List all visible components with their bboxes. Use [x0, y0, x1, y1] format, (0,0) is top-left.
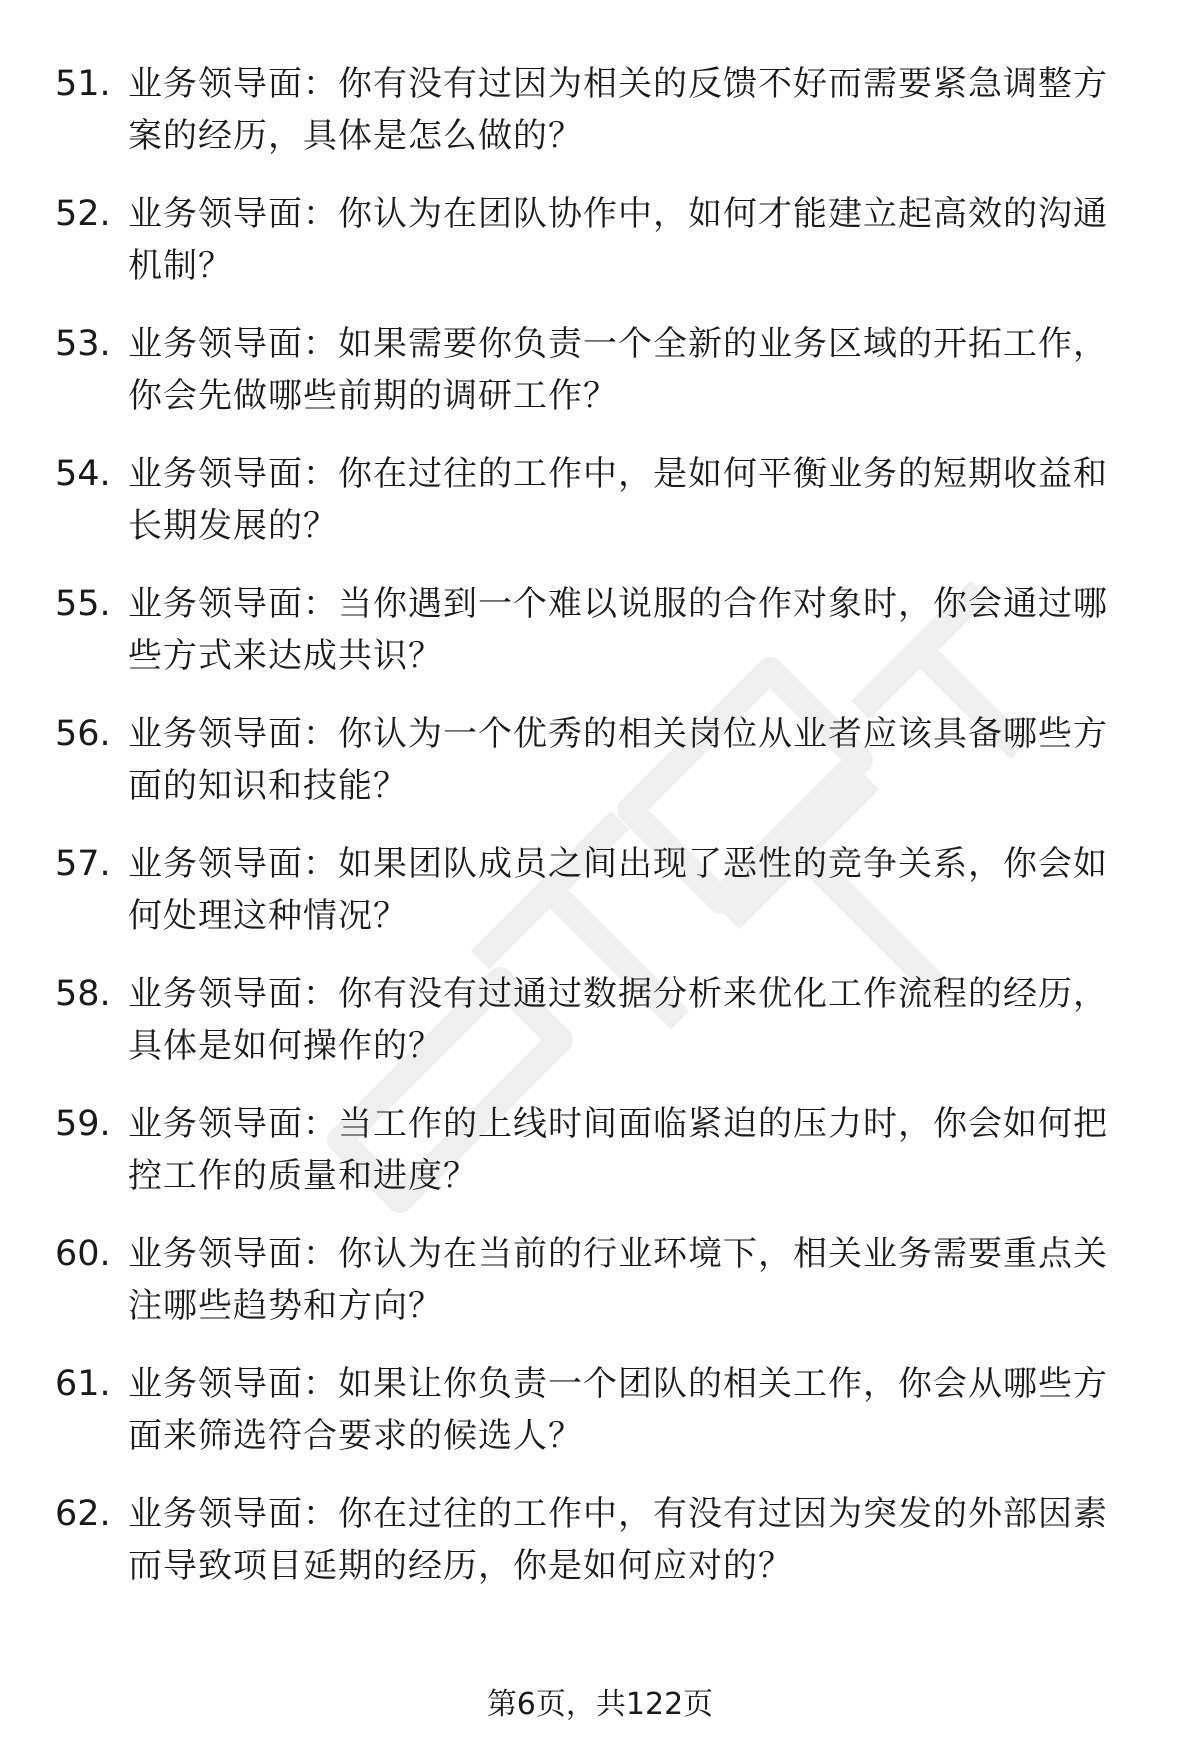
question-line: 面的知识和技能？ [128, 766, 408, 806]
question-text [128, 838, 1143, 942]
question-line: 案的经历，具体是怎么做的？ [128, 116, 583, 156]
list-item [0, 578, 1200, 708]
question-line: 业务领导面：你在过往的工作中，有没有过因为突发的外部因素 [128, 1494, 1108, 1534]
question-text [128, 968, 1143, 1072]
question-text [128, 318, 1143, 422]
list-item [0, 1488, 1200, 1618]
question-number: 59. [55, 1104, 111, 1144]
question-line: 业务领导面：你认为在当前的行业环境下，相关业务需要重点关 [128, 1234, 1108, 1274]
question-line: 些方式来达成共识？ [128, 636, 443, 676]
question-text [128, 708, 1143, 812]
question-line: 业务领导面：如果需要你负责一个全新的业务区域的开拓工作， [128, 324, 1108, 364]
question-line: 业务领导面：如果团队成员之间出现了恶性的竞争关系，你会如 [128, 844, 1108, 884]
question-text [128, 578, 1143, 682]
question-line: 业务领导面：你认为一个优秀的相关岗位从业者应该具备哪些方 [128, 714, 1108, 754]
question-text [128, 448, 1143, 552]
list-item [0, 1358, 1200, 1488]
list-item [0, 448, 1200, 578]
question-number: 53. [55, 324, 111, 364]
question-line: 面来筛选符合要求的候选人？ [128, 1416, 583, 1456]
list-item [0, 318, 1200, 448]
question-number: 61. [55, 1364, 111, 1404]
question-line: 控工作的质量和进度？ [128, 1156, 478, 1196]
list-item [0, 838, 1200, 968]
question-text [128, 1098, 1143, 1202]
question-number: 56. [55, 714, 111, 754]
question-list [0, 58, 1200, 1618]
question-text [128, 1488, 1143, 1592]
question-number: 52. [55, 194, 111, 234]
question-number: 58. [55, 974, 111, 1014]
list-item [0, 188, 1200, 318]
question-line: 而导致项目延期的经历，你是如何应对的？ [128, 1546, 793, 1586]
question-text [128, 58, 1143, 162]
question-line: 长期发展的？ [128, 506, 338, 546]
question-line: 业务领导面：当你遇到一个难以说服的合作对象时，你会通过哪 [128, 584, 1108, 624]
question-line: 具体是如何操作的？ [128, 1026, 443, 1066]
question-line: 业务领导面：你认为在团队协作中，如何才能建立起高效的沟通 [128, 194, 1108, 234]
list-item [0, 968, 1200, 1098]
question-text [128, 1358, 1143, 1462]
list-item [0, 58, 1200, 188]
question-line: 业务领导面：你有没有过通过数据分析来优化工作流程的经历， [128, 974, 1108, 1014]
list-item [0, 708, 1200, 838]
question-line: 业务领导面：你在过往的工作中，是如何平衡业务的短期收益和 [128, 454, 1108, 494]
question-line: 何处理这种情况？ [128, 896, 408, 936]
question-number: 57. [55, 844, 111, 884]
question-line: 业务领导面：你有没有过因为相关的反馈不好而需要紧急调整方 [128, 64, 1108, 104]
question-line: 注哪些趋势和方向？ [128, 1286, 443, 1326]
question-line: 你会先做哪些前期的调研工作？ [128, 376, 618, 416]
question-text [128, 188, 1143, 292]
question-line: 机制？ [128, 246, 233, 286]
list-item [0, 1098, 1200, 1228]
question-number: 62. [55, 1494, 111, 1534]
question-line: 业务领导面：当工作的上线时间面临紧迫的压力时，你会如何把 [128, 1104, 1108, 1144]
question-number: 60. [55, 1234, 111, 1274]
list-item [0, 1228, 1200, 1358]
page-footer: 第6页，共122页 [486, 1687, 714, 1722]
question-number: 51. [55, 64, 111, 104]
question-number: 55. [55, 584, 111, 624]
question-line: 业务领导面：如果让你负责一个团队的相关工作，你会从哪些方 [128, 1364, 1108, 1404]
question-text [128, 1228, 1143, 1332]
question-number: 54. [55, 454, 111, 494]
